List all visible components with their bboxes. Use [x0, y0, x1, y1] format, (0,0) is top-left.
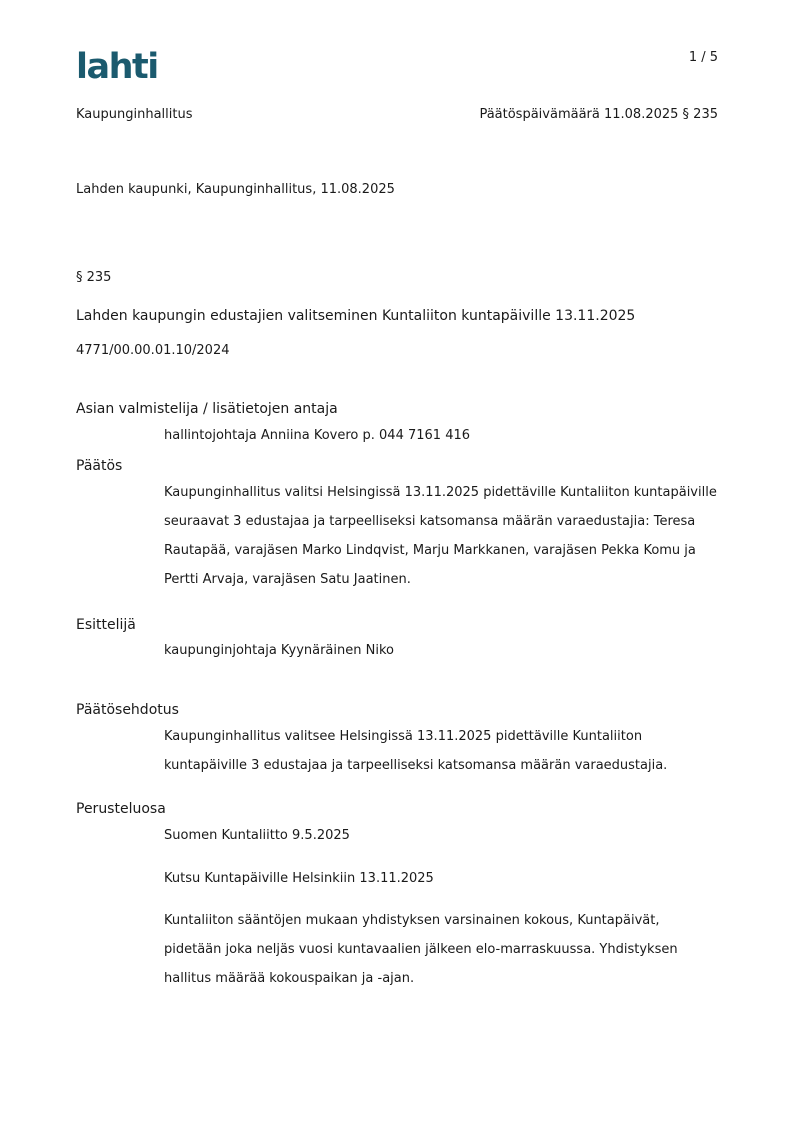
preparer-label: Asian valmistelija / lisätietojen antaja — [76, 401, 338, 417]
page-number: 1 / 5 — [688, 50, 718, 65]
decision-line: seuraavat 3 edustajaa ja tarpeelliseksi katsomansa määrän varaedustajia: Teresa — [164, 514, 696, 529]
presenter-value: kaupunginjohtaja Kyynäräinen Niko — [164, 643, 394, 658]
preparer-value: hallintojohtaja Anniina Kovero p. 044 7161 416 — [164, 428, 471, 443]
proposal-line: Kaupunginhallitus valitsee Helsingissä 13.11.2025 pidettäville Kuntaliiton — [164, 729, 643, 744]
rationale-item: Kutsu Kuntapäiville Helsinkiin 13.11.2025 — [164, 871, 434, 886]
proposal-line: kuntapäiville 3 edustajaa ja tarpeelliseksi katsomansa määrän varaedustajia. — [164, 758, 668, 773]
rationale-paragraph-line: hallitus määrää kokouspaikan ja -ajan. — [164, 971, 415, 986]
decision-date: Päätöspäivämäärä 11.08.2025 § 235 — [479, 107, 718, 122]
rationale-paragraph-line: Kuntaliiton sääntöjen mukaan yhdistyksen varsinainen kokous, Kuntapäivät, — [164, 913, 660, 928]
decision-line: Kaupunginhallitus valitsi Helsingissä 13.11.2025 pidettäville Kuntaliiton kuntapäiville — [164, 485, 717, 500]
record-number: 4771/00.00.01.10/2024 — [76, 343, 230, 358]
organ-name: Kaupunginhallitus — [76, 107, 193, 122]
rationale-label: Perusteluosa — [76, 801, 166, 817]
document-title: Lahden kaupungin edustajien valitseminen Kuntaliiton kuntapäiville 13.11.2025 — [76, 308, 636, 324]
rationale-paragraph-line: pidetään joka neljäs vuosi kuntavaalien jälkeen elo-marraskuussa. Yhdistyksen — [164, 942, 678, 957]
decision-line: Rautapää, varajäsen Marko Lindqvist, Marju Markkanen, varajäsen Pekka Komu ja — [164, 543, 696, 558]
proposal-label: Päätösehdotus — [76, 702, 179, 718]
svg-text:lahti: lahti — [76, 47, 158, 84]
meeting-line: Lahden kaupunki, Kaupunginhallitus, 11.08.2025 — [76, 182, 395, 197]
decision-line: Pertti Arvaja, varajäsen Satu Jaatinen. — [164, 572, 411, 587]
decision-label: Päätös — [76, 458, 123, 474]
lahti-logo — [76, 44, 168, 84]
section-number: § 235 — [76, 270, 112, 285]
rationale-item: Suomen Kuntaliitto 9.5.2025 — [164, 828, 350, 843]
presenter-label: Esittelijä — [76, 617, 136, 633]
